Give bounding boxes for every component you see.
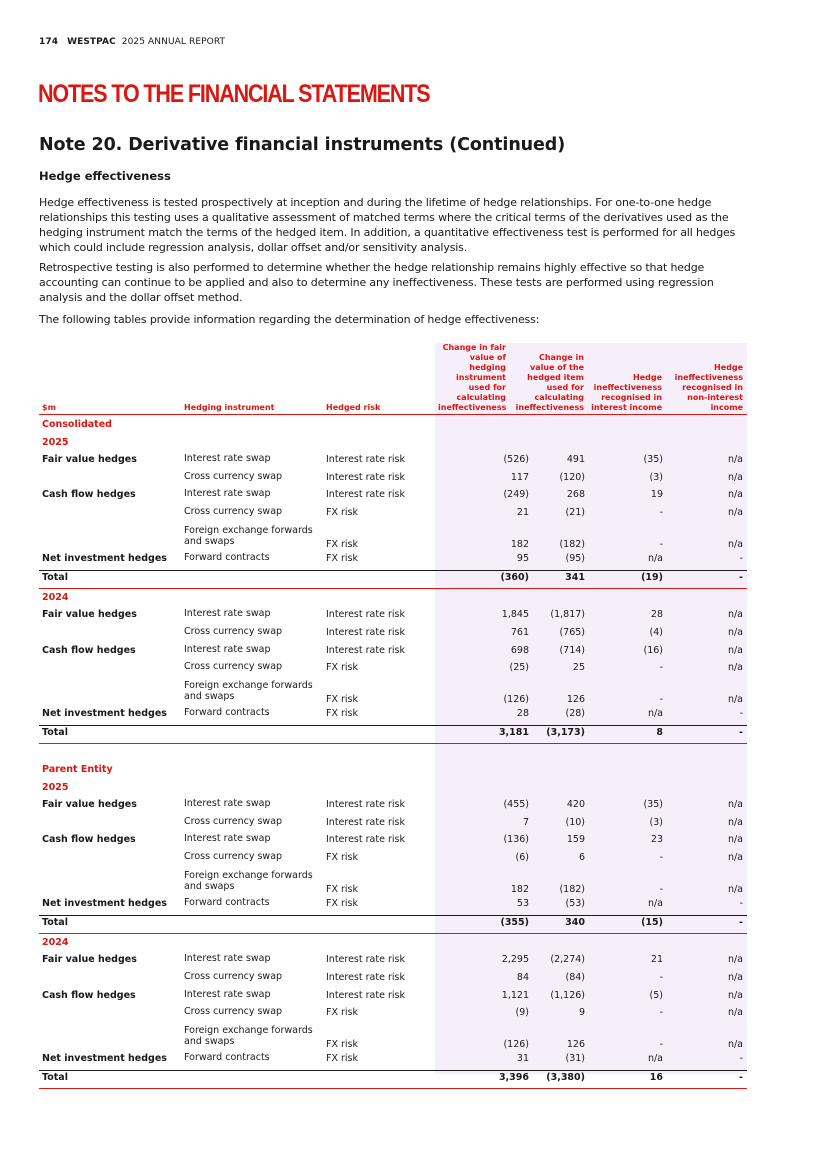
year-label-row: [39, 781, 747, 795]
ineffectiveness-interest: (35): [643, 799, 663, 811]
total-ineffectiveness-non-interest: -: [739, 917, 743, 929]
ineffectiveness-non-interest: n/a: [727, 662, 743, 674]
table-row: [39, 661, 747, 679]
hedged-risk: Interest rate risk: [326, 954, 405, 966]
table-row: [39, 971, 747, 989]
change-fair-value: (126): [503, 693, 529, 705]
change-fair-value: 7: [522, 816, 529, 828]
change-hedged-item: 9: [578, 1007, 585, 1019]
table-row: [39, 869, 747, 897]
ineffectiveness-interest: (4): [649, 627, 663, 638]
change-hedged-item: (714): [559, 644, 585, 656]
hedging-instrument: Forward contracts: [184, 896, 270, 908]
ineffectiveness-interest: -: [659, 1038, 663, 1050]
total-change-fair-value: (360): [500, 572, 529, 584]
ineffectiveness-interest: (35): [643, 454, 663, 466]
brand-name: WESTPAC: [67, 37, 116, 47]
table-row: [39, 1024, 747, 1052]
total-change-hedged-item: 340: [565, 917, 585, 929]
total-ineffectiveness-interest: 8: [656, 727, 663, 739]
section-label-row: [39, 763, 747, 777]
change-hedged-item: (120): [559, 471, 585, 483]
table-row: [39, 816, 747, 834]
ineffectiveness-non-interest: n/a: [727, 972, 743, 983]
total-change-fair-value: 3,396: [498, 1072, 529, 1084]
ineffectiveness-non-interest: -: [739, 1052, 743, 1064]
ineffectiveness-interest: 19: [650, 489, 663, 501]
table-row: [39, 679, 747, 707]
hedging-instrument: Cross currency swap: [184, 661, 283, 673]
table-row: [39, 798, 747, 816]
table-row: [39, 1052, 747, 1070]
table-row: [39, 488, 747, 506]
header-hedging-instrument: Hedging instrument: [184, 403, 275, 412]
hedging-instrument: Forward contracts: [184, 1051, 270, 1063]
year-label: 2024: [42, 936, 69, 948]
change-hedged-item: 126: [566, 693, 585, 705]
hedge-type: Net investment hedges: [42, 707, 167, 719]
year-label: 2025: [42, 436, 69, 448]
change-hedged-item: 6: [578, 852, 585, 863]
paragraph-2: Retrospective testing is also performed to determine whether the hedge relationship remains highly effective so that hedge accounting can continue to be applied and also to determine any ineffectiveness. These tests are performed using regression analysis and the dollar offset method.: [39, 261, 714, 304]
table-row: [39, 644, 747, 662]
change-fair-value: 28: [516, 707, 529, 719]
hedging-instrument: Foreign exchange forwards and swaps: [184, 1024, 313, 1047]
table-row: [39, 626, 747, 644]
hedging-instrument: Interest rate swap: [184, 453, 271, 465]
hedge-type: Cash flow hedges: [42, 989, 136, 1001]
header-change-hedged-item: Change in value of the hedged item used for calculating ineffectiveness: [515, 353, 584, 412]
change-fair-value: 1,845: [501, 609, 529, 621]
table-row: [39, 833, 747, 851]
total-label: Total: [42, 727, 68, 739]
total-row: [39, 916, 747, 930]
hedged-risk: FX risk: [326, 897, 358, 909]
change-hedged-item: (182): [559, 538, 585, 550]
change-fair-value: 53: [516, 897, 529, 909]
total-row: [39, 726, 747, 740]
change-fair-value: (455): [503, 799, 529, 811]
hedged-risk: Interest rate risk: [326, 816, 405, 828]
change-fair-value: 2,295: [501, 954, 529, 966]
year-label-row: [39, 436, 747, 450]
year-label-row: [39, 936, 747, 950]
ineffectiveness-interest: -: [659, 507, 663, 518]
hedged-risk: Interest rate risk: [326, 489, 405, 501]
ineffectiveness-non-interest: n/a: [727, 1007, 743, 1019]
change-fair-value: 761: [510, 627, 529, 638]
hedged-risk: FX risk: [326, 883, 358, 895]
note-title: Note 20. Derivative financial instruments (Continued): [39, 135, 566, 155]
ineffectiveness-non-interest: n/a: [727, 627, 743, 638]
change-fair-value: (526): [503, 454, 529, 466]
total-bottom-rule: [39, 933, 747, 934]
table-row: [39, 552, 747, 570]
table-row: [39, 524, 747, 552]
hedging-instrument: Interest rate swap: [184, 988, 271, 1000]
year-label: 2024: [42, 591, 69, 603]
change-fair-value: 21: [516, 507, 529, 518]
change-fair-value: 182: [510, 883, 529, 895]
change-hedged-item: 159: [566, 834, 585, 846]
hedged-risk: FX risk: [326, 507, 358, 518]
hedged-risk: Interest rate risk: [326, 799, 405, 811]
change-hedged-item: 126: [566, 1038, 585, 1050]
subheading: Hedge effectiveness: [39, 169, 171, 183]
total-bottom-rule: [39, 743, 747, 744]
total-row: [39, 571, 747, 585]
table-row: [39, 453, 747, 471]
hedge-type: Fair value hedges: [42, 799, 137, 811]
ineffectiveness-non-interest: n/a: [727, 989, 743, 1001]
ineffectiveness-non-interest: n/a: [727, 644, 743, 656]
hedged-risk: Interest rate risk: [326, 609, 405, 621]
change-hedged-item: (1,817): [550, 609, 585, 621]
change-hedged-item: (21): [565, 507, 585, 518]
ineffectiveness-interest: -: [659, 852, 663, 863]
page-header: [39, 37, 225, 47]
hedging-instrument: Interest rate swap: [184, 608, 271, 620]
report-name: 2025 ANNUAL REPORT: [121, 37, 226, 47]
hedged-risk: Interest rate risk: [326, 627, 405, 638]
ineffectiveness-non-interest: n/a: [727, 471, 743, 483]
paragraph-1: Hedge effectiveness is tested prospectively at inception and during the lifetime of hedge relationships. For one-to-one hedge relationships this testing uses a qualitative assessment of matched terms where the critical terms of the derivatives used as the hedging instrument match the terms of the hedged item. In addition, a quantitative effectiveness test is performed for all hedges which could include regression analysis, dollar offset and/or sensitivity analysis.: [39, 196, 736, 254]
ineffectiveness-interest: -: [659, 538, 663, 550]
change-hedged-item: 420: [566, 799, 585, 811]
ineffectiveness-non-interest: n/a: [727, 834, 743, 846]
hedge-type: Fair value hedges: [42, 954, 137, 966]
ineffectiveness-interest: 28: [650, 609, 663, 621]
hedging-instrument: Cross currency swap: [184, 626, 283, 637]
total-bottom-rule: [39, 1088, 747, 1089]
section-title: NOTES TO THE FINANCIAL STATEMENTS: [38, 80, 430, 108]
header-currency: $m: [42, 403, 56, 412]
hedging-instrument: Forward contracts: [184, 551, 270, 563]
hedged-risk: Interest rate risk: [326, 834, 405, 846]
table-row: [39, 506, 747, 524]
hedge-type: Net investment hedges: [42, 1052, 167, 1064]
header-rule: [39, 414, 747, 415]
table-row: [39, 471, 747, 489]
hedged-risk: FX risk: [326, 852, 358, 863]
change-hedged-item: 268: [566, 489, 585, 501]
total-ineffectiveness-non-interest: -: [739, 727, 743, 739]
hedging-instrument: Interest rate swap: [184, 833, 271, 845]
hedged-risk: FX risk: [326, 693, 358, 705]
ineffectiveness-non-interest: n/a: [727, 538, 743, 550]
hedge-type: Fair value hedges: [42, 609, 137, 621]
hedging-instrument: Cross currency swap: [184, 815, 283, 827]
hedge-type: Fair value hedges: [42, 454, 137, 466]
change-hedged-item: 491: [566, 454, 585, 466]
ineffectiveness-non-interest: -: [739, 552, 743, 564]
change-fair-value: (126): [503, 1038, 529, 1050]
year-label-row: [39, 591, 747, 605]
hedging-instrument: Interest rate swap: [184, 953, 271, 965]
hedge-type: Net investment hedges: [42, 552, 167, 564]
change-fair-value: 698: [510, 644, 529, 656]
change-hedged-item: (84): [565, 972, 585, 983]
hedge-type: Cash flow hedges: [42, 644, 136, 656]
ineffectiveness-non-interest: n/a: [727, 799, 743, 811]
ineffectiveness-interest: -: [659, 883, 663, 895]
change-hedged-item: 25: [572, 662, 585, 674]
change-fair-value: 95: [516, 552, 529, 564]
total-ineffectiveness-non-interest: -: [739, 572, 743, 584]
page-number: 174: [39, 37, 59, 47]
hedging-instrument: Interest rate swap: [184, 798, 271, 810]
change-fair-value: (249): [503, 489, 529, 501]
ineffectiveness-interest: (3): [649, 816, 663, 828]
ineffectiveness-interest: (5): [649, 989, 663, 1001]
total-change-fair-value: (355): [500, 917, 529, 929]
hedging-instrument: Cross currency swap: [184, 470, 283, 482]
ineffectiveness-non-interest: n/a: [727, 454, 743, 466]
total-ineffectiveness-interest: 16: [649, 1072, 663, 1084]
change-hedged-item: (28): [565, 707, 585, 719]
change-hedged-item: (95): [565, 552, 585, 564]
total-ineffectiveness-non-interest: -: [739, 1072, 743, 1084]
hedged-risk: FX risk: [326, 662, 358, 674]
hedge-type: Cash flow hedges: [42, 489, 136, 501]
hedging-instrument: Interest rate swap: [184, 643, 271, 655]
hedging-instrument: Interest rate swap: [184, 488, 271, 500]
hedged-risk: Interest rate risk: [326, 989, 405, 1001]
hedge-type: Cash flow hedges: [42, 834, 136, 846]
header-change-fair-value: Change in fair value of hedging instrument used for calculating ineffectiveness: [438, 343, 507, 412]
change-fair-value: 182: [510, 538, 529, 550]
ineffectiveness-non-interest: n/a: [727, 816, 743, 828]
hedging-instrument: Cross currency swap: [184, 851, 283, 862]
change-hedged-item: (182): [559, 883, 585, 895]
hedging-instrument: Foreign exchange forwards and swaps: [184, 869, 313, 892]
paragraph-3: The following tables provide information regarding the determination of hedge effectiveness:: [39, 313, 540, 326]
hedged-risk: Interest rate risk: [326, 454, 405, 466]
table-row: [39, 953, 747, 971]
hedging-instrument: Foreign exchange forwards and swaps: [184, 679, 313, 702]
hedging-instrument: Forward contracts: [184, 706, 270, 718]
ineffectiveness-interest: 21: [650, 954, 663, 966]
change-fair-value: 31: [516, 1052, 529, 1064]
total-change-hedged-item: (3,173): [546, 727, 585, 739]
header-ineffectiveness-non-interest: Hedge ineffectiveness recognised in non-interest income: [674, 363, 743, 412]
change-hedged-item: (1,126): [550, 989, 585, 1001]
hedged-risk: Interest rate risk: [326, 644, 405, 656]
ineffectiveness-interest: n/a: [647, 707, 663, 719]
table-row: [39, 989, 747, 1007]
change-fair-value: 1,121: [501, 989, 529, 1001]
hedged-risk: FX risk: [326, 1052, 358, 1064]
hedging-instrument: Foreign exchange forwards and swaps: [184, 524, 313, 547]
ineffectiveness-non-interest: n/a: [727, 883, 743, 895]
total-bottom-rule: [39, 588, 747, 589]
table-row: [39, 707, 747, 725]
section-label: Parent Entity: [42, 764, 113, 775]
total-ineffectiveness-interest: (19): [641, 572, 663, 584]
ineffectiveness-non-interest: n/a: [727, 954, 743, 966]
ineffectiveness-non-interest: n/a: [727, 489, 743, 501]
change-hedged-item: (31): [565, 1052, 585, 1064]
change-fair-value: 117: [510, 471, 529, 483]
ineffectiveness-interest: (3): [649, 471, 663, 483]
ineffectiveness-non-interest: -: [739, 707, 743, 719]
ineffectiveness-non-interest: n/a: [727, 507, 743, 518]
hedged-risk: FX risk: [326, 707, 358, 719]
ineffectiveness-interest: -: [659, 972, 663, 983]
total-label: Total: [42, 1072, 68, 1084]
change-hedged-item: (10): [565, 816, 585, 828]
total-label: Total: [42, 917, 68, 929]
change-fair-value: (25): [509, 662, 529, 674]
total-change-hedged-item: (3,380): [546, 1072, 585, 1084]
year-label: 2025: [42, 781, 69, 793]
ineffectiveness-interest: -: [659, 662, 663, 674]
hedge-type: Net investment hedges: [42, 897, 167, 909]
hedged-risk: FX risk: [326, 1007, 358, 1019]
ineffectiveness-interest: n/a: [647, 552, 663, 564]
table-row: [39, 851, 747, 869]
ineffectiveness-interest: -: [659, 693, 663, 705]
change-hedged-item: (2,274): [550, 954, 585, 966]
header-hedged-risk: Hedged risk: [326, 403, 381, 412]
hedged-risk: Interest rate risk: [326, 471, 405, 483]
ineffectiveness-non-interest: -: [739, 897, 743, 909]
table-row: [39, 897, 747, 915]
table-row: [39, 608, 747, 626]
ineffectiveness-non-interest: n/a: [727, 693, 743, 705]
change-hedged-item: (765): [559, 627, 585, 638]
hedging-instrument: Cross currency swap: [184, 506, 283, 517]
section-label: Consolidated: [42, 419, 112, 430]
change-fair-value: (6): [515, 852, 529, 863]
ineffectiveness-interest: n/a: [647, 1052, 663, 1064]
total-change-fair-value: 3,181: [498, 727, 529, 739]
hedged-risk: FX risk: [326, 1038, 358, 1050]
hedging-instrument: Cross currency swap: [184, 971, 283, 982]
change-hedged-item: (53): [565, 897, 585, 909]
hedged-risk: FX risk: [326, 538, 358, 550]
ineffectiveness-non-interest: n/a: [727, 852, 743, 863]
hedged-risk: Interest rate risk: [326, 972, 405, 983]
change-fair-value: (9): [515, 1007, 529, 1019]
hedging-instrument: Cross currency swap: [184, 1006, 283, 1018]
table-row: [39, 1006, 747, 1024]
header-ineffectiveness-interest: Hedge ineffectiveness recognised in interest income: [591, 373, 662, 412]
change-fair-value: 84: [516, 972, 529, 983]
ineffectiveness-non-interest: n/a: [727, 609, 743, 621]
total-ineffectiveness-interest: (15): [641, 917, 663, 929]
hedged-risk: FX risk: [326, 552, 358, 564]
total-change-hedged-item: 341: [565, 572, 585, 584]
section-label-row: [39, 418, 747, 432]
ineffectiveness-interest: (16): [643, 644, 663, 656]
change-fair-value: (136): [503, 834, 529, 846]
total-label: Total: [42, 572, 68, 584]
ineffectiveness-interest: n/a: [647, 897, 663, 909]
total-row: [39, 1071, 747, 1085]
ineffectiveness-interest: -: [659, 1007, 663, 1019]
ineffectiveness-interest: 23: [650, 834, 663, 846]
ineffectiveness-non-interest: n/a: [727, 1038, 743, 1050]
